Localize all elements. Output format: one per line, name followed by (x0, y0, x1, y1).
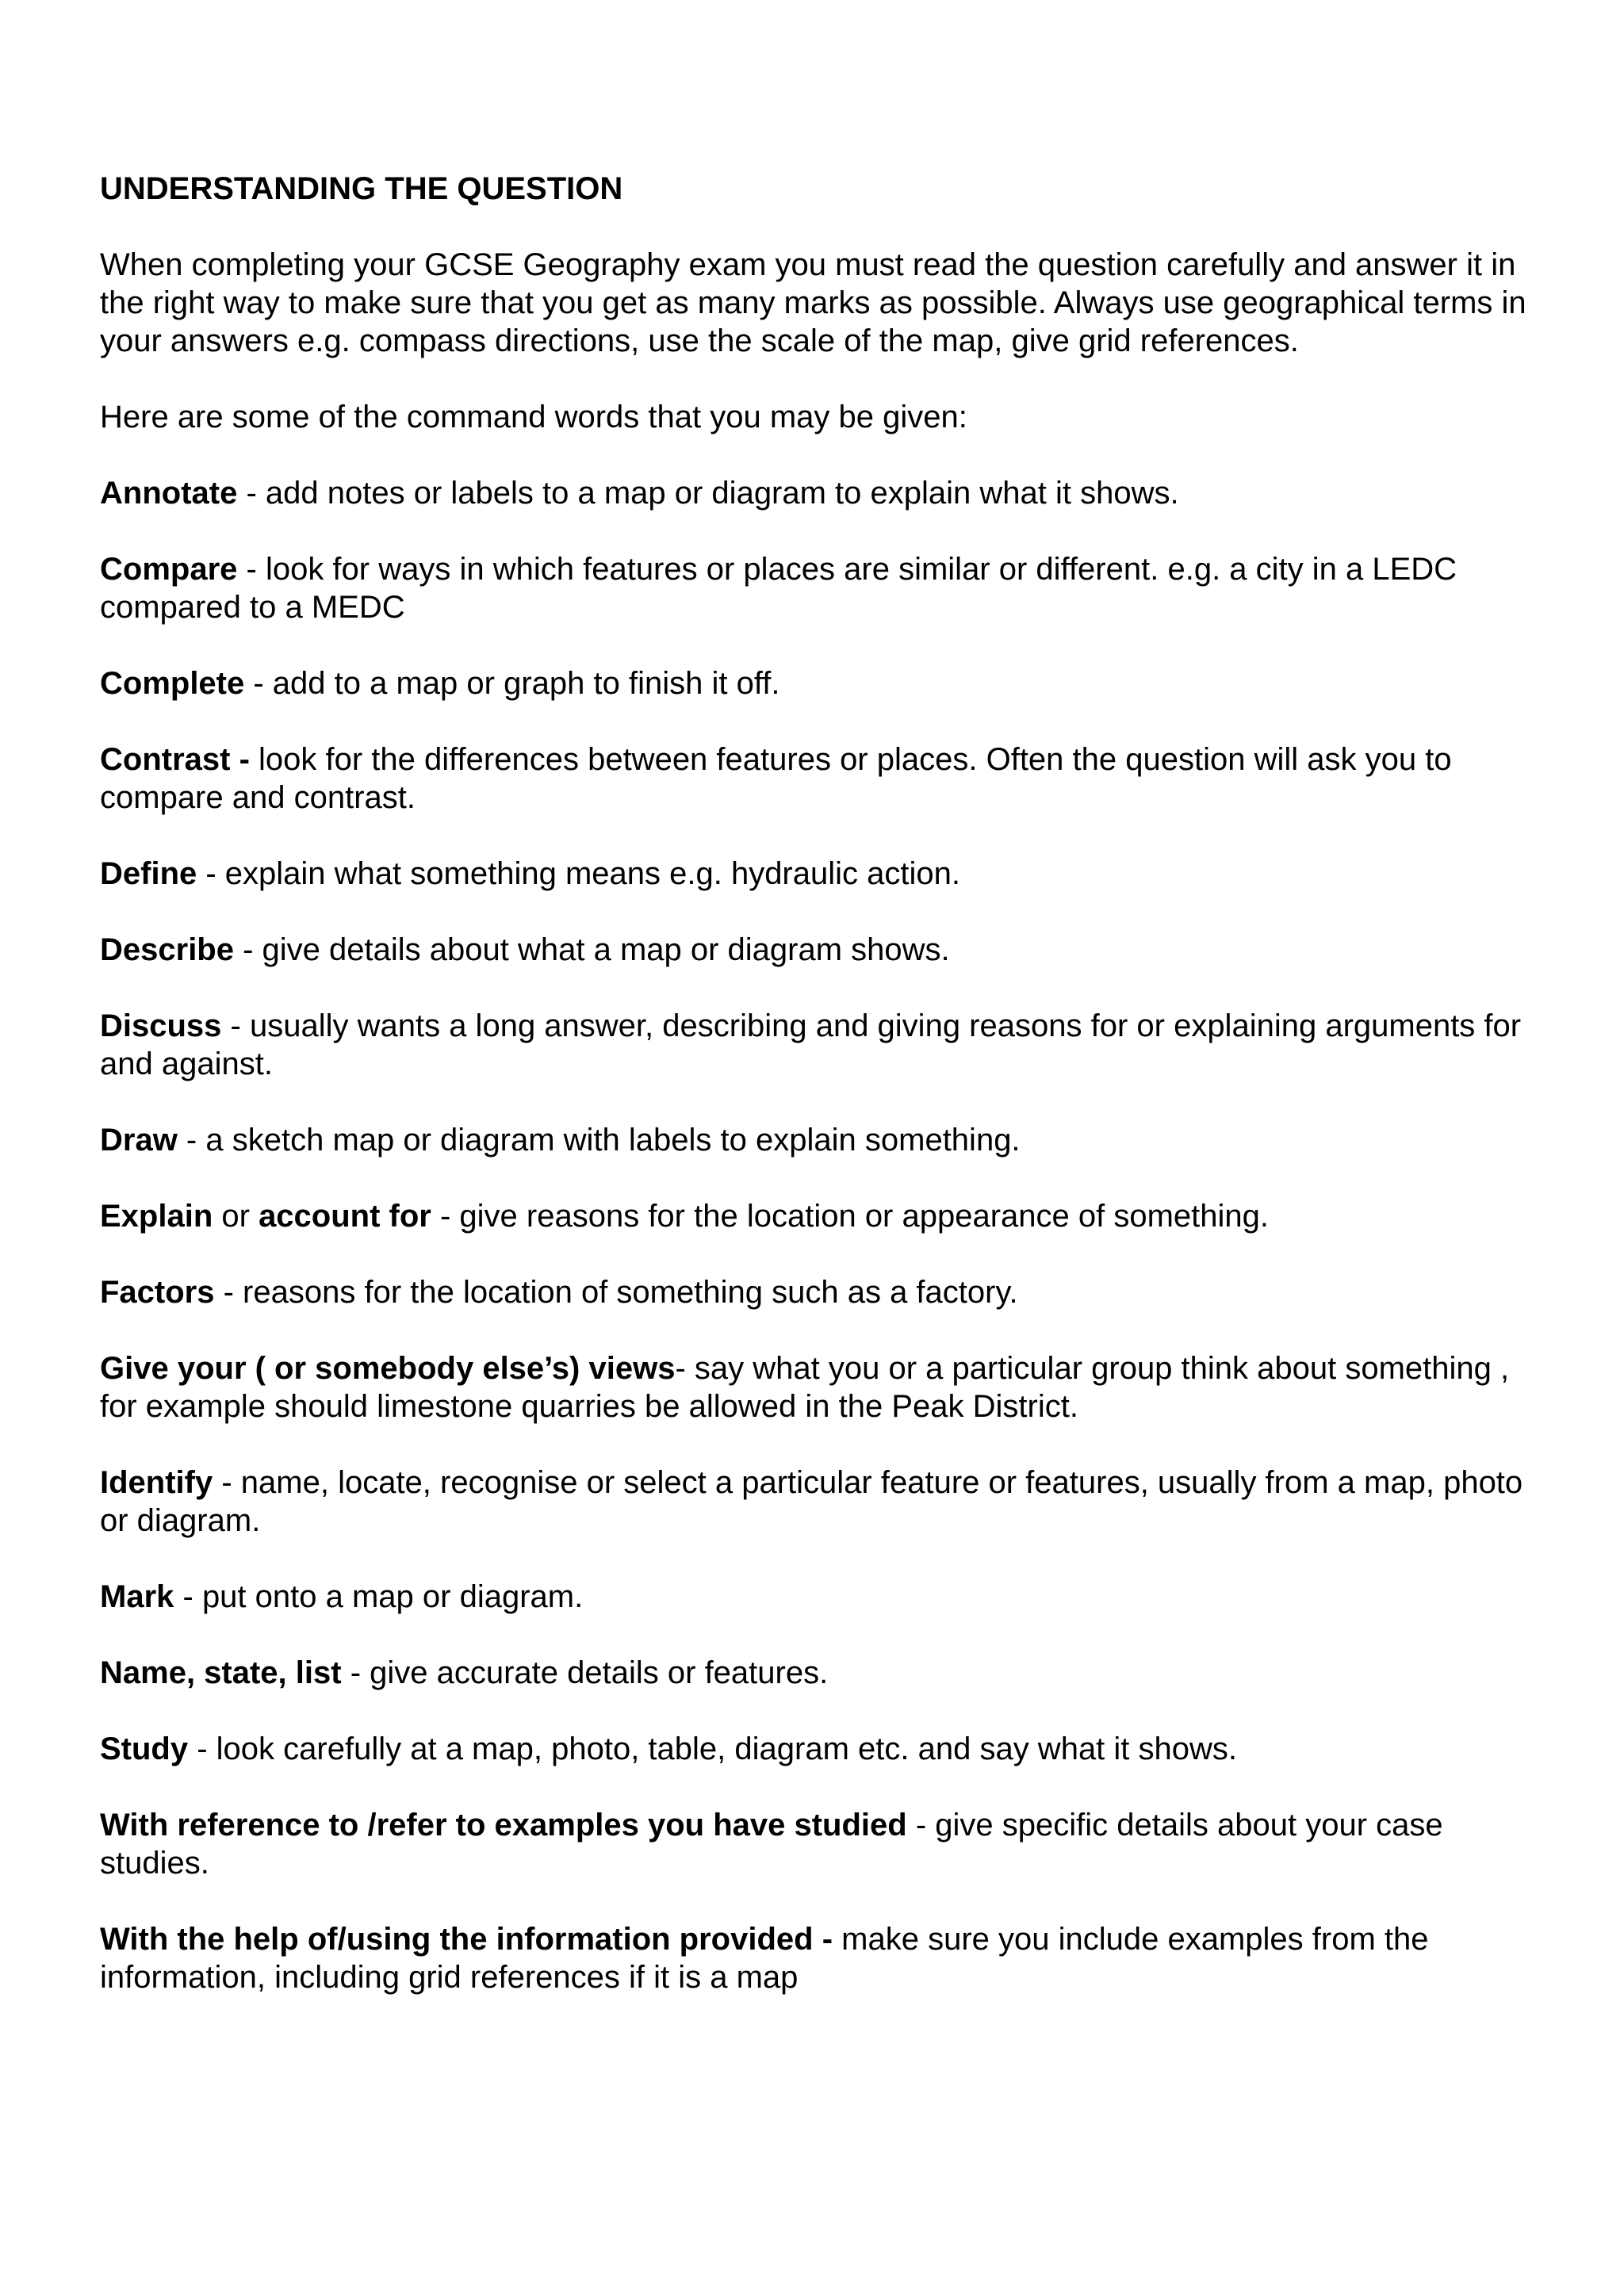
command-term: With reference to /refer to examples you have studied (100, 1808, 907, 1843)
command-definition: look carefully at a map, photo, table, diagram etc. and say what it shows. (216, 1732, 1238, 1766)
command-definition: add to a map or graph to finish it off. (272, 666, 780, 701)
command-definition: add notes or labels to a map or diagram to explain what it shows. (265, 476, 1179, 511)
lead-paragraph: Here are some of the command words that you may be given: (100, 400, 967, 434)
command-term: Study (100, 1732, 189, 1766)
term-separator: - (174, 1579, 202, 1614)
command-word-entry (100, 664, 1551, 702)
term-separator: - (431, 1199, 460, 1234)
term-separator: - (188, 1732, 216, 1766)
command-term: With the help of/using the information provided - (100, 1922, 833, 1957)
term-separator (250, 742, 259, 777)
command-definition: a sketch map or diagram with labels to explain something. (205, 1123, 1021, 1158)
command-word-entry (100, 1920, 1551, 1996)
command-word-entry (100, 1007, 1551, 1083)
term-separator: - (237, 476, 266, 511)
term-separator: - (244, 666, 273, 701)
command-definition: reasons for the location of something such as a factory. (243, 1275, 1018, 1310)
command-term: Draw (100, 1123, 178, 1158)
command-definition: look for the differences between features or places. Often the question will ask you to compare and contrast. (100, 742, 1452, 815)
command-term: account for (259, 1199, 431, 1234)
command-term: Contrast - (100, 742, 250, 777)
command-word-entry (100, 1654, 1551, 1692)
command-term: Complete (100, 666, 245, 701)
command-definition: give accurate details or features. (370, 1655, 829, 1690)
command-word-entry (100, 550, 1551, 626)
command-term: Give your ( or somebody else’s) views (100, 1351, 676, 1386)
command-word-entry (100, 740, 1551, 817)
term-separator: - (213, 1465, 241, 1500)
term-separator: - (906, 1808, 936, 1843)
command-definition: give details about what a map or diagram shows. (262, 932, 950, 967)
term-joiner: or (213, 1199, 259, 1234)
command-definition: make sure you include examples from the information, including grid references if it is a map (100, 1922, 1429, 1995)
term-separator: - (221, 1008, 250, 1043)
command-word-entry (100, 1349, 1551, 1425)
command-word-entry (100, 1578, 1551, 1616)
term-separator: - (233, 932, 262, 967)
term-separator (833, 1922, 841, 1957)
document-page (100, 170, 1551, 2034)
page-title: UNDERSTANDING THE QUESTION (100, 171, 623, 206)
command-term: Explain (100, 1199, 213, 1234)
command-definition: name, locate, recognise or select a particular feature or features, usually from a map, photo or diagram. (100, 1465, 1523, 1538)
term-separator: - (197, 856, 225, 891)
term-separator: - (237, 552, 266, 587)
term-separator: - (177, 1123, 206, 1158)
command-term: Compare (100, 552, 238, 587)
command-definition: put onto a map or diagram. (201, 1579, 584, 1614)
command-term: Describe (100, 932, 234, 967)
command-term: Define (100, 856, 197, 891)
command-word-entry (100, 474, 1551, 512)
command-term: Annotate (100, 476, 238, 511)
command-word-entry (100, 1273, 1551, 1311)
term-separator: - (675, 1351, 695, 1386)
command-word-entry (100, 1730, 1551, 1768)
command-definition: look for ways in which features or places are similar or different. e.g. a city in a LEDC compared to a MEDC (100, 552, 1457, 625)
command-definition: give reasons for the location or appearance of something. (459, 1199, 1270, 1234)
command-word-entry-explain (100, 1197, 1551, 1235)
command-term: Discuss (100, 1008, 222, 1043)
command-definition: usually wants a long answer, describing and giving reasons for or explaining arguments for and against. (100, 1008, 1522, 1081)
command-term: Factors (100, 1275, 215, 1310)
command-word-entry (100, 855, 1551, 893)
command-definition: explain what something means e.g. hydraulic action. (224, 856, 960, 891)
command-word-entry (100, 1464, 1551, 1540)
intro-paragraph: When completing your GCSE Geography exam you must read the question carefully and answer it in the right way to make sure that you get as many marks as possible. Always use geographical terms in your answers e.g. compass directions, use the scale of the map, give grid references. (100, 247, 1526, 358)
command-definition: say what you or a particular group think about something , for example should limestone quarries be allowed in the Peak District. (100, 1351, 1510, 1424)
command-term: Name, state, list (100, 1655, 342, 1690)
command-word-entry (100, 1806, 1551, 1882)
command-definition: give specific details about your case studies. (100, 1808, 1443, 1881)
command-term: Identify (100, 1465, 213, 1500)
command-word-entry (100, 1121, 1551, 1159)
term-separator: - (214, 1275, 243, 1310)
command-term: Mark (100, 1579, 174, 1614)
command-word-entry (100, 931, 1551, 969)
term-separator: - (341, 1655, 370, 1690)
